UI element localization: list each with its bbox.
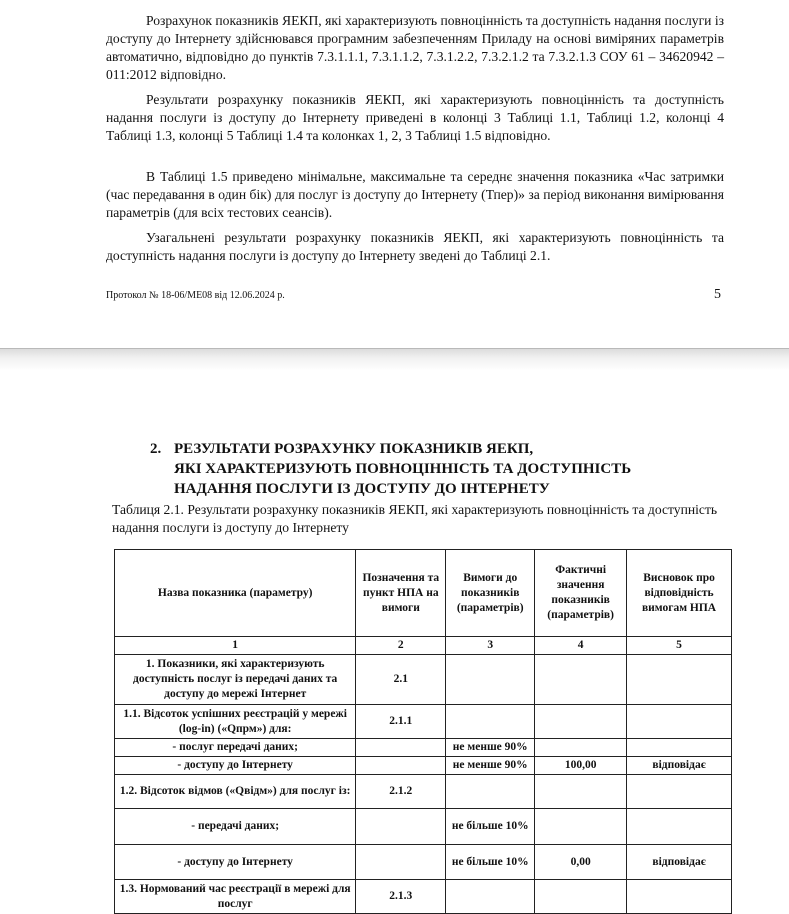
cell-name: - передачі даних;	[115, 809, 356, 845]
cell-designation: 2.1	[356, 655, 446, 705]
results-table	[114, 549, 732, 914]
table-row	[115, 655, 732, 705]
cell-designation: 2.1.1	[356, 705, 446, 739]
header-requirements: Вимоги до показників (параметрів)	[446, 550, 535, 637]
cell-actual	[535, 705, 627, 739]
column-number: 2	[356, 637, 446, 655]
table-row	[115, 757, 732, 775]
paragraph-results-location: Результати розрахунку показників ЯЕКП, які характеризують повноцінність та доступність надання послуги із доступу до Інтернету приведені в колонці 3 Таблиці 1.1, Таблиці 1.2, колонці 4 Таблиці 1.3, колонці 5 Таблиці 1.4 та колонках 1, 2, 3 Таблиці 1.5 відповідно.	[106, 92, 724, 143]
table-row	[115, 845, 732, 880]
cell-name: 1.2. Відсоток відмов («Qвідм») для послуг із:	[115, 775, 356, 809]
cell-requirement	[446, 775, 535, 809]
paragraph-calculation-method: Розрахунок показників ЯЕКП, які характеризують повноцінність та доступність надання послуги із доступу до Інтернету здійснювався програмним забезпеченням Приладу на основі виміряних параметрів автоматично, відповідно до пунктів 7.3.1.1.1, 7.3.1.1.2, 7.3.1.2.2, 7.3.2.1.2 та 7.3.2.1.3 СОУ 61 – 34620942 – 011:2012 відповідно.	[106, 13, 724, 82]
table-header-row	[115, 550, 732, 637]
cell-name: - доступу до Інтернету	[115, 757, 356, 775]
cell-actual	[535, 739, 627, 757]
cell-designation	[356, 809, 446, 845]
cell-actual: 0,00	[535, 845, 627, 880]
cell-requirement	[446, 655, 535, 705]
cell-conclusion: відповідає	[627, 757, 732, 775]
column-number: 5	[627, 637, 732, 655]
table-row	[115, 775, 732, 809]
header-designation: Позначення та пункт НПА на вимоги	[356, 550, 446, 637]
header-actual-values: Фактичні значення показників (параметрів)	[535, 550, 627, 637]
cell-requirement: не менше 90%	[446, 739, 535, 757]
cell-actual	[535, 655, 627, 705]
cell-requirement: не менше 90%	[446, 757, 535, 775]
cell-designation: 2.1.3	[356, 880, 446, 914]
cell-designation	[356, 845, 446, 880]
page-number: 5	[714, 287, 721, 302]
header-conclusion: Висновок про відповідність вимогам НПА	[627, 550, 732, 637]
document-page-6	[0, 370, 789, 910]
cell-requirement	[446, 705, 535, 739]
heading-line-2: ЯКІ ХАРАКТЕРИЗУЮТЬ ПОВНОЦІННІСТЬ ТА ДОСТУПНІСТЬ	[174, 461, 632, 477]
column-number-row	[115, 637, 732, 655]
paragraph-summary: Узагальнені результати розрахунку показників ЯЕКП, які характеризують повноцінність та доступність надання послуги із доступу до Інтернету зведені до Таблиці 2.1.	[106, 230, 724, 263]
table-row	[115, 739, 732, 757]
protocol-footer: Протокол № 18-06/МЕ08 від 12.06.2024 р.	[106, 290, 285, 301]
cell-requirement: не більше 10%	[446, 809, 535, 845]
cell-conclusion	[627, 705, 732, 739]
page-separator	[0, 348, 789, 371]
header-name: Назва показника (параметру)	[115, 550, 356, 637]
cell-designation: 2.1.2	[356, 775, 446, 809]
column-number: 1	[115, 637, 356, 655]
table-row	[115, 809, 732, 845]
cell-name: - послуг передачі даних;	[115, 739, 356, 757]
section-heading	[150, 439, 631, 499]
heading-line-3: НАДАННЯ ПОСЛУГИ ІЗ ДОСТУПУ ДО ІНТЕРНЕТУ	[174, 481, 550, 497]
column-number: 4	[535, 637, 627, 655]
section-number: 2.	[150, 441, 162, 457]
cell-conclusion	[627, 775, 732, 809]
cell-designation	[356, 757, 446, 775]
cell-name: 1.1. Відсоток успішних реєстрацій у мережі (log-in) («Qпрм») для:	[115, 705, 356, 739]
cell-name: 1. Показники, які характеризують доступність послуг із передачі даних та доступу до мережі Інтернет	[115, 655, 356, 705]
cell-designation	[356, 739, 446, 757]
document-page-5	[0, 0, 789, 348]
cell-name: 1.3. Нормований час реєстрації в мережі для послуг	[115, 880, 356, 914]
cell-conclusion: відповідає	[627, 845, 732, 880]
paragraph-table-1-5: В Таблиці 1.5 приведено мінімальне, максимальне та середнє значення показника «Час затримки (час передавання в один бік) для послуг із доступу до Інтернету (Тпер)» за період виконання вимірювання параметрів (для всіх тестових сеансів).	[106, 169, 724, 220]
cell-conclusion	[627, 655, 732, 705]
cell-actual	[535, 775, 627, 809]
cell-requirement: не більше 10%	[446, 845, 535, 880]
heading-line-1: РЕЗУЛЬТАТИ РОЗРАХУНКУ ПОКАЗНИКІВ ЯЕКП,	[174, 441, 534, 457]
column-number: 3	[446, 637, 535, 655]
cell-name: - доступу до Інтернету	[115, 845, 356, 880]
cell-actual: 100,00	[535, 757, 627, 775]
table-caption: Таблиця 2.1. Результати розрахунку показників ЯЕКП, які характеризують повноцінність та доступність надання послуги із доступу до Інтернету	[112, 502, 718, 535]
cell-actual	[535, 809, 627, 845]
cell-conclusion	[627, 739, 732, 757]
table-row	[115, 705, 732, 739]
cell-conclusion	[627, 809, 732, 845]
